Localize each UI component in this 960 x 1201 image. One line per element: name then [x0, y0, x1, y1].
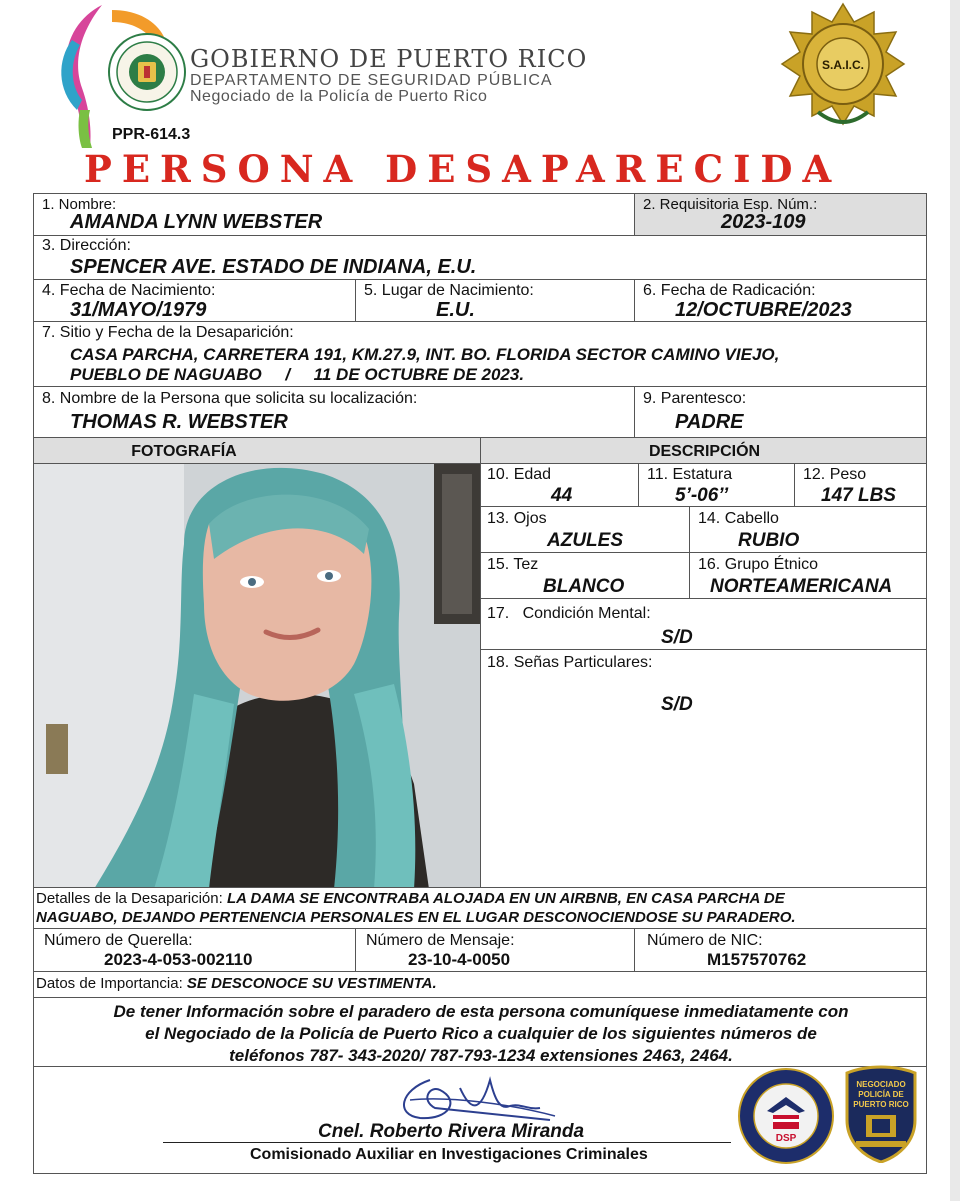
- form-code: PPR-614.3: [112, 126, 191, 143]
- estatura-label: 11. Estatura: [647, 466, 733, 483]
- etnico-value: NORTEAMERICANA: [710, 576, 893, 597]
- contact-cell: [33, 997, 927, 1067]
- cabello-label: 14. Cabello: [698, 510, 779, 527]
- saic-badge-icon: [778, 2, 908, 142]
- mensaje-label: Número de Mensaje:: [366, 932, 515, 949]
- fecha-nacimiento-value: 31/MAYO/1979: [70, 299, 207, 321]
- requisitoria-cell: [634, 193, 927, 236]
- bureau-name: Negociado de la Policía de Puerto Rico: [190, 88, 488, 105]
- solicita-cell: [33, 386, 635, 438]
- mensaje-value: 23-10-4-0050: [408, 950, 511, 969]
- importance-label: Datos de Importancia:: [36, 975, 183, 992]
- tez-cell: [480, 552, 690, 599]
- contact-line1: De tener Información sobre el paradero de esta persona comuníquese inmediatamente con: [113, 1002, 849, 1021]
- details-label: Detalles de la Desaparición:: [36, 890, 223, 907]
- department-name: DEPARTAMENTO DE SEGURIDAD PÚBLICA: [190, 72, 553, 89]
- contact-line2: el Negociado de la Policía de Puerto Rico a cualquier de los siguientes números de: [145, 1024, 817, 1043]
- peso-value: 147 LBS: [821, 485, 896, 506]
- shield-line3: PUERTO RICO: [853, 1100, 909, 1109]
- nombre-label: 1. Nombre:: [42, 196, 117, 213]
- ojos-label: 13. Ojos: [487, 510, 547, 527]
- senas-cell: [480, 649, 927, 888]
- person-photo: [34, 464, 481, 888]
- photo-frame: [33, 463, 481, 888]
- cabello-value: RUBIO: [738, 530, 800, 551]
- direccion-label: 3. Dirección:: [42, 237, 131, 254]
- signatory-title: Comisionado Auxiliar en Investigaciones Criminales: [250, 1146, 648, 1163]
- condicion-mental-value: S/D: [661, 627, 693, 648]
- parentesco-value: PADRE: [675, 411, 744, 433]
- badge-code: S.A.I.C.: [821, 58, 865, 72]
- edad-label: 10. Edad: [487, 466, 552, 483]
- sitio-line2: PUEBLO DE NAGUABO / 11 DE OCTUBRE DE 2023.: [70, 365, 525, 384]
- querella-cell: [33, 928, 356, 972]
- nombre-cell: [33, 193, 635, 236]
- fecha-nacimiento-cell: [33, 279, 356, 322]
- nic-cell: [634, 928, 927, 972]
- ojos-cell: [480, 506, 690, 553]
- condicion-mental-label: 17. Condición Mental:: [487, 605, 651, 622]
- querella-value: 2023-4-053-002110: [104, 950, 253, 969]
- lugar-nacimiento-value: E.U.: [436, 299, 475, 321]
- lugar-nacimiento-label: 5. Lugar de Nacimiento:: [364, 282, 534, 299]
- importance-cell: [33, 971, 927, 998]
- direccion-cell: [33, 235, 927, 280]
- querella-label: Número de Querella:: [44, 932, 193, 949]
- mensaje-cell: [355, 928, 635, 972]
- requisitoria-label: 2. Requisitoria Esp. Núm.:: [643, 196, 818, 213]
- dsp-seal-icon: [737, 1067, 835, 1165]
- description-header-cell: [480, 437, 927, 464]
- fecha-radicacion-value: 12/OCTUBRE/2023: [675, 299, 852, 321]
- contact-line3: teléfonos 787- 343-2020/ 787-793-1234 extensiones 2463, 2464.: [229, 1046, 733, 1065]
- signatory-name: Cnel. Roberto Rivera Miranda: [318, 1121, 585, 1142]
- nic-label: Número de NIC:: [647, 932, 763, 949]
- etnico-cell: [689, 552, 927, 599]
- nombre-value: AMANDA LYNN WEBSTER: [70, 211, 323, 233]
- details-text-2: NAGUABO, DEJANDO PERTENENCIA PERSONALES EN EL LUGAR DESCONOCIENDOSE SU PARADERO.: [36, 909, 796, 926]
- sitio-cell: [33, 321, 927, 387]
- parentesco-cell: [634, 386, 927, 438]
- page-title: PERSONA DESAPARECIDA: [84, 147, 842, 191]
- senas-value: S/D: [661, 694, 693, 715]
- estatura-cell: [638, 463, 795, 507]
- page-edge: [950, 0, 960, 1201]
- peso-label: 12. Peso: [803, 466, 867, 483]
- edad-cell: [480, 463, 639, 507]
- photo-header-cell: [33, 437, 481, 464]
- solicita-label: 8. Nombre de la Persona que solicita su localización:: [42, 390, 418, 407]
- ojos-value: AZULES: [547, 530, 623, 551]
- fecha-radicacion-cell: [634, 279, 927, 322]
- solicita-value: THOMAS R. WEBSTER: [70, 411, 288, 433]
- edad-value: 44: [551, 485, 573, 506]
- details-line1: [36, 890, 785, 907]
- cabello-cell: [689, 506, 927, 553]
- fecha-radicacion-label: 6. Fecha de Radicación:: [643, 282, 816, 299]
- lugar-nacimiento-cell: [355, 279, 635, 322]
- peso-cell: [794, 463, 927, 507]
- parentesco-label: 9. Parentesco:: [643, 390, 747, 407]
- details-text-1: LA DAMA SE ENCONTRABA ALOJADA EN UN AIRBNB, EN CASA PARCHA DE: [222, 890, 785, 907]
- signature-line: [163, 1142, 731, 1143]
- police-shield-icon: [842, 1065, 920, 1163]
- details-cell: [33, 887, 927, 929]
- shield-line1: NEGOCIADO: [856, 1080, 906, 1089]
- shield-line2: POLICÍA DE: [858, 1090, 904, 1099]
- sitio-label: 7. Sitio y Fecha de la Desaparición:: [42, 324, 294, 341]
- importance-text: SE DESCONOCE SU VESTIMENTA.: [182, 975, 437, 992]
- condicion-mental-cell: [480, 598, 927, 650]
- importance-line: [36, 975, 437, 992]
- direccion-value: SPENCER AVE. ESTADO DE INDIANA, E.U.: [70, 256, 477, 278]
- description-header: DESCRIPCIÓN: [648, 443, 761, 460]
- fecha-nacimiento-label: 4. Fecha de Nacimiento:: [42, 282, 216, 299]
- tez-label: 15. Tez: [487, 556, 539, 573]
- tez-value: BLANCO: [543, 576, 625, 597]
- nic-value: M157570762: [707, 950, 807, 969]
- requisitoria-value: 2023-109: [721, 211, 806, 233]
- estatura-value: 5’-06’’: [675, 485, 729, 506]
- etnico-label: 16. Grupo Étnico: [698, 556, 819, 573]
- sitio-line1: CASA PARCHA, CARRETERA 191, KM.27.9, INT. BO. FLORIDA SECTOR CAMINO VIEJO,: [70, 345, 780, 364]
- government-name: GOBIERNO DE PUERTO RICO: [190, 45, 588, 73]
- dsp-text: DSP: [775, 1133, 797, 1144]
- senas-label: 18. Señas Particulares:: [487, 654, 653, 671]
- photo-header: FOTOGRAFÍA: [131, 443, 237, 460]
